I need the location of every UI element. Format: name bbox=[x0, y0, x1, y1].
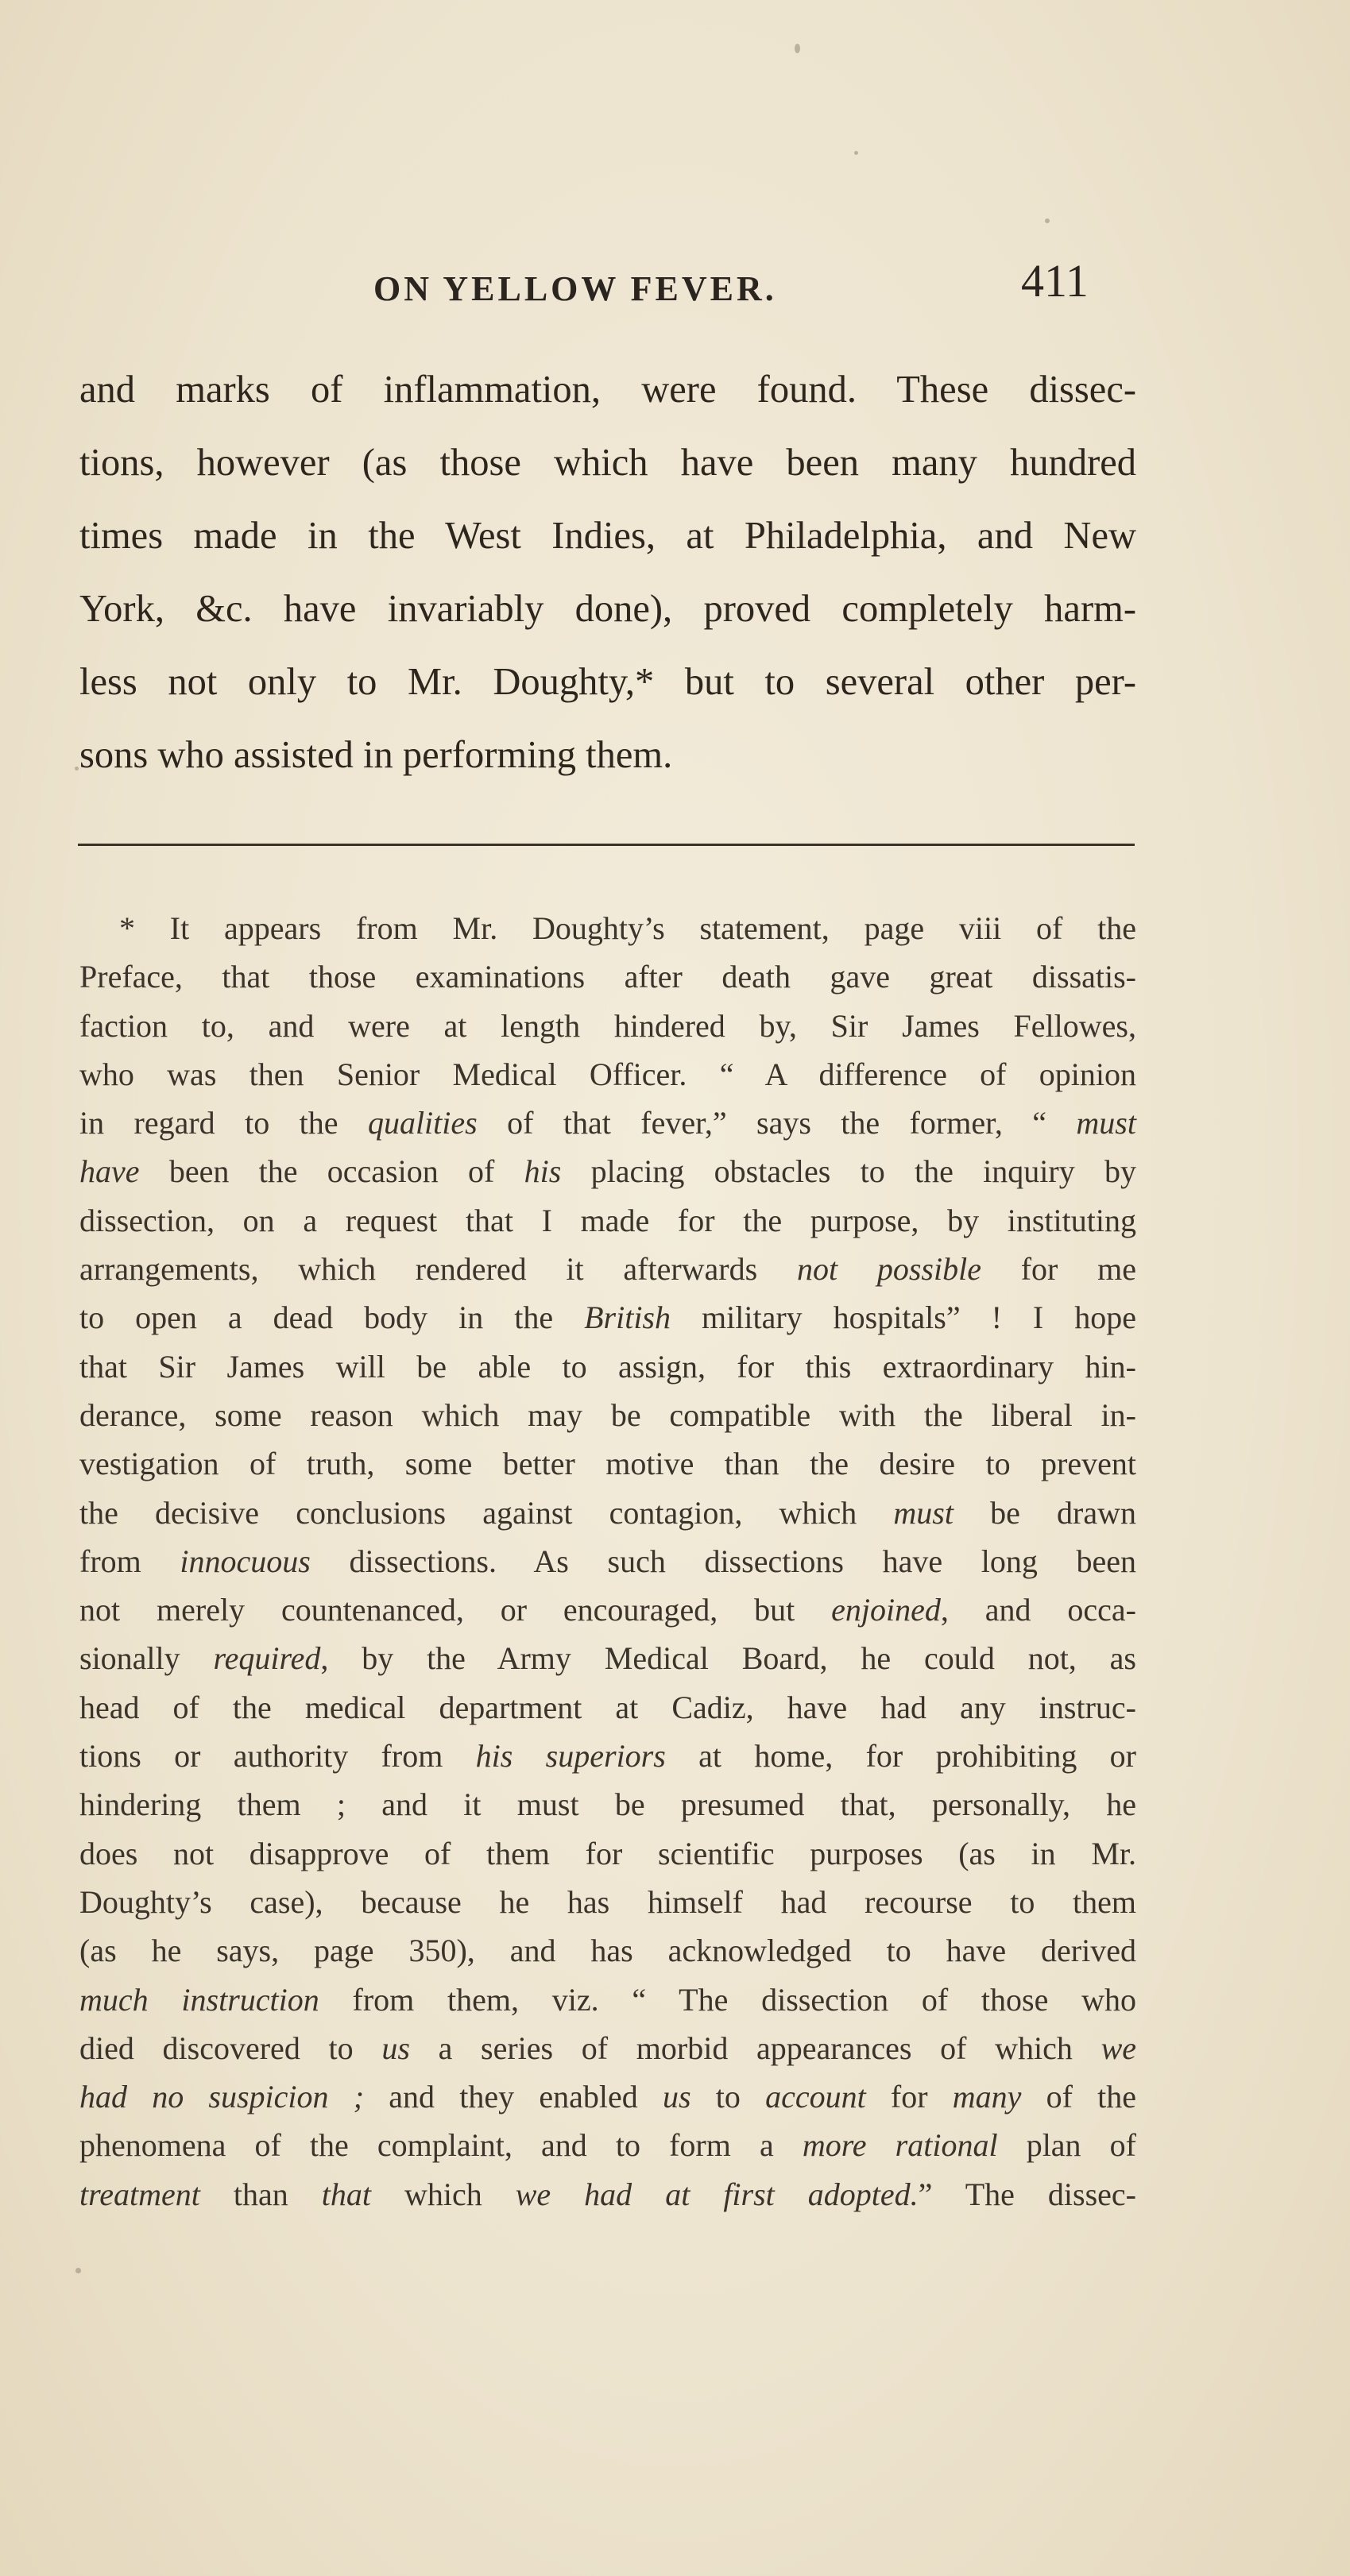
italic-emphasis: have bbox=[79, 1153, 140, 1190]
italic-emphasis: must bbox=[1076, 1105, 1136, 1141]
footnote-line: the decisive conclusions against contagion, which must be drawn bbox=[79, 1494, 1136, 1531]
page-number: 411 bbox=[1021, 255, 1089, 307]
footnote-line: Preface, that those examinations after death gave great dissatis- bbox=[79, 959, 1136, 995]
italic-emphasis: not possible bbox=[796, 1251, 981, 1288]
footnote-line: head of the medical department at Cadiz, have had any instruc- bbox=[79, 1689, 1136, 1725]
footnote-line: much instruction from them, viz. “ The dissection of those who bbox=[79, 1981, 1136, 2018]
footnote-line: from innocuous dissections. As such dissections have long been bbox=[79, 1543, 1136, 1579]
footnote-line: arrangements, which rendered it afterwards not possible for me bbox=[79, 1251, 1136, 1288]
italic-emphasis: required bbox=[213, 1640, 321, 1677]
italic-emphasis: that bbox=[321, 2176, 371, 2212]
paper-speck bbox=[75, 767, 79, 770]
footnote-line: not merely countenanced, or encouraged, but enjoined, and occa- bbox=[79, 1592, 1136, 1628]
paper-speck bbox=[1045, 218, 1050, 223]
italic-emphasis: qualities bbox=[367, 1105, 478, 1141]
footnote-separator-rule bbox=[78, 844, 1135, 846]
italic-emphasis: British bbox=[584, 1300, 671, 1336]
footnote-line: treatment than that which we had at first adopted.” The dissec- bbox=[79, 2176, 1136, 2212]
footnote-line: hindering them ; and it must be presumed that, personally, he bbox=[79, 1786, 1136, 1823]
footnote-line: to open a dead body in the British military hospitals” ! I hope bbox=[79, 1300, 1137, 1336]
footnote-line: faction to, and were at length hindered by, Sir James Fellowes, bbox=[79, 1007, 1136, 1044]
body-text-line: less not only to Mr. Doughty,* but to several other per- bbox=[79, 661, 1136, 703]
main-body-text bbox=[79, 353, 1136, 792]
italic-emphasis: we had at first adopted. bbox=[515, 2176, 919, 2212]
footnote-line: tions or authority from his superiors at home, for prohibiting or bbox=[79, 1738, 1136, 1775]
running-title: ON YELLOW FEVER. bbox=[373, 269, 777, 308]
body-text-line: York, &c. have invariably done), proved completely harm- bbox=[79, 588, 1136, 630]
italic-emphasis: enjoined bbox=[831, 1592, 941, 1628]
footnote-line: vestigation of truth, some better motive than the desire to prevent bbox=[79, 1446, 1136, 1482]
italic-emphasis: his bbox=[524, 1153, 562, 1190]
italic-emphasis: must bbox=[893, 1494, 954, 1531]
footnote-line: derance, some reason which may be compatible with the liberal in- bbox=[79, 1396, 1136, 1433]
footnote-line: Doughty’s case), because he has himself had recourse to them bbox=[79, 1883, 1136, 1920]
footnote-line: phenomena of the complaint, and to form a more rational plan of bbox=[79, 2127, 1136, 2164]
italic-emphasis: many bbox=[952, 2079, 1022, 2115]
body-text-line: sons who assisted in performing them. bbox=[79, 734, 673, 776]
paper-speck bbox=[795, 44, 800, 53]
footnote-line: dissection, on a request that I made for the purpose, by instituting bbox=[79, 1202, 1136, 1238]
italic-emphasis: us bbox=[381, 2030, 410, 2066]
footnote-line: does not disapprove of them for scientific purposes (as in Mr. bbox=[79, 1835, 1136, 1871]
italic-emphasis: account bbox=[765, 2079, 866, 2115]
footnote-line: in regard to the qualities of that fever,” says the former, “ must bbox=[79, 1105, 1136, 1141]
italic-emphasis: his superiors bbox=[475, 1738, 666, 1775]
italic-emphasis: innocuous bbox=[180, 1543, 311, 1579]
footnote-line: * It appears from Mr. Doughty’s statement, page viii of the bbox=[119, 910, 1136, 946]
italic-emphasis: we bbox=[1101, 2030, 1136, 2066]
footnote bbox=[79, 904, 1136, 2219]
body-text-line: and marks of inflammation, were found. These dissec- bbox=[79, 369, 1136, 411]
italic-emphasis: more rational bbox=[802, 2127, 998, 2164]
footnote-line: (as he says, page 350), and has acknowledged to have derived bbox=[79, 1933, 1136, 1969]
footnote-line: died discovered to us a series of morbid appearances of which we bbox=[79, 2030, 1136, 2066]
italic-emphasis: us bbox=[662, 2079, 691, 2115]
footnote-line: have been the occasion of his placing obstacles to the inquiry by bbox=[79, 1153, 1136, 1190]
footnote-line: had no suspicion ; and they enabled us to account for many of the bbox=[79, 2079, 1137, 2115]
footnote-line: that Sir James will be able to assign, for this extraordinary hin- bbox=[79, 1348, 1136, 1385]
footnote-line: who was then Senior Medical Officer. “ A difference of opinion bbox=[79, 1056, 1136, 1092]
page-header bbox=[79, 253, 1128, 316]
body-text-line: tions, however (as those which have been many hundred bbox=[79, 442, 1136, 484]
body-text-line: times made in the West Indies, at Philadelphia, and New bbox=[79, 515, 1136, 557]
paper-speck bbox=[75, 2268, 81, 2273]
footnote-line: sionally required, by the Army Medical Board, he could not, as bbox=[79, 1640, 1136, 1677]
italic-emphasis: much instruction bbox=[79, 1981, 319, 2018]
italic-emphasis: treatment bbox=[79, 2176, 200, 2212]
italic-emphasis: had no suspicion ; bbox=[79, 2079, 365, 2115]
paper-speck bbox=[854, 151, 858, 155]
